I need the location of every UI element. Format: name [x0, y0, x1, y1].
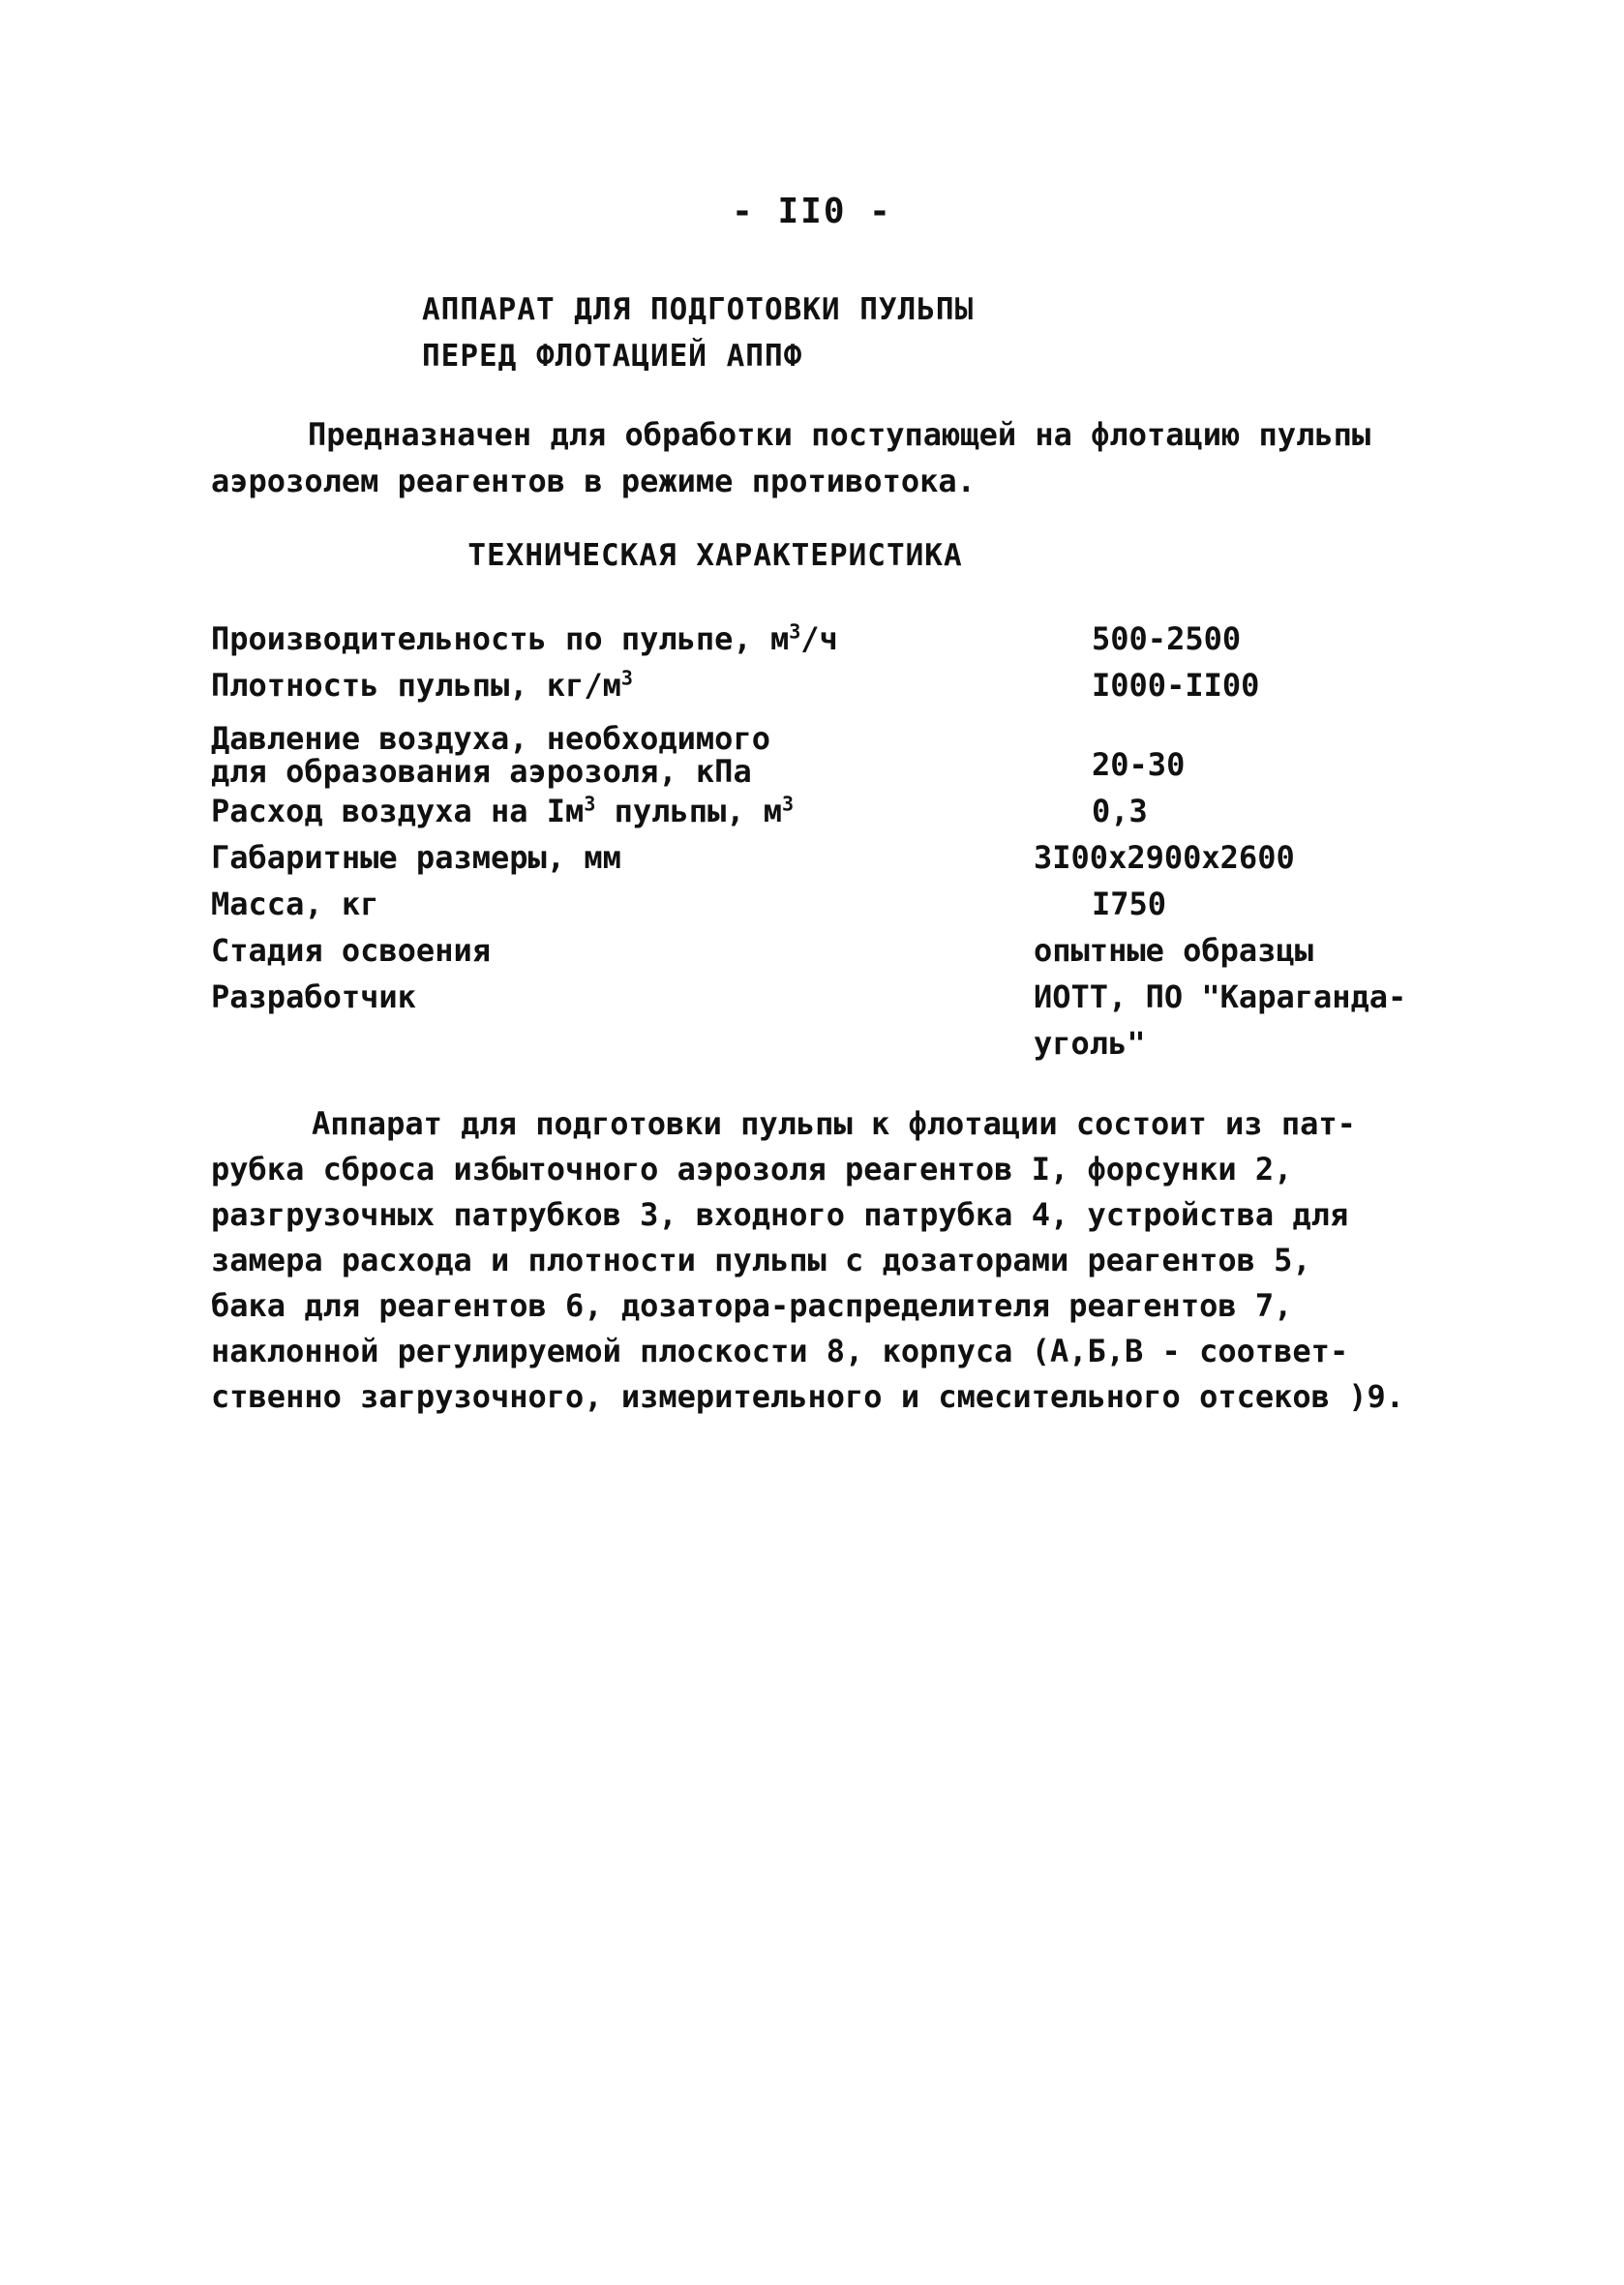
- description-line-7: ственно загрузочного, измерительного и смесительного отсеков )9.: [211, 1378, 1404, 1415]
- spec-label-density: Плотность пульпы, $кг/м^3$: [211, 666, 633, 704]
- spec-value-air-pressure: 20-30: [1092, 746, 1186, 783]
- spec-row-density: [211, 662, 1469, 708]
- intro-line-2: аэрозолем реагентов в режиме противотока.: [211, 463, 976, 499]
- spec-table: [211, 616, 1469, 1067]
- spec-label-mass: Масса, кг: [211, 886, 379, 922]
- spec-label-stage: Стадия освоения: [211, 932, 491, 969]
- page-number: - II0 -: [732, 192, 892, 231]
- spec-value-dimensions: 3I00x2900x2600: [1034, 839, 1295, 876]
- spec-row-air-flow: [211, 788, 1469, 834]
- spec-value-stage: опытные образцы: [1034, 932, 1313, 969]
- spec-value-density: I000-II00: [1092, 667, 1260, 704]
- description-line-3: разгрузочных патрубков 3, входного патрубка 4, устройства для: [211, 1196, 1349, 1233]
- spec-value-developer: ИОТТ, ПО "Караганда- уголь": [1034, 978, 1407, 1062]
- description-line-5: бака для реагентов 6, дозатора-распределителя реагентов 7,: [211, 1287, 1293, 1324]
- spec-row-capacity: [211, 616, 1469, 662]
- spec-row-air-pressure: [211, 708, 1469, 788]
- spec-row-developer: [211, 974, 1469, 1067]
- spec-value-mass: I750: [1092, 886, 1167, 922]
- title-line-1: АППАРАТ ДЛЯ ПОДГОТОВКИ ПУЛЬПЫ: [422, 292, 975, 327]
- spec-label-air-pressure: Давление воздуха, необходимого для образования аэрозоля, кПа: [211, 720, 770, 790]
- spec-heading: ТЕХНИЧЕСКАЯ ХАРАКТЕРИСТИКА: [467, 538, 963, 573]
- spec-row-dimensions: [211, 834, 1469, 881]
- spec-value-capacity: 500-2500: [1092, 620, 1242, 657]
- description-line-6: наклонной регулируемой плоскости 8, корпуса (А,Б,В - соответ-: [211, 1333, 1349, 1369]
- description-line-1: Аппарат для подготовки пульпы к флотации состоит из пат-: [312, 1105, 1356, 1142]
- spec-label-capacity: Производительность по пульпе, $м^3/ч$: [211, 619, 838, 657]
- spec-label-developer: Разработчик: [211, 978, 416, 1015]
- intro-line-1: Предназначен для обработки поступающей на флотацию пульпы: [308, 416, 1371, 453]
- intro-paragraph: [211, 411, 1430, 504]
- document-title: [422, 286, 974, 379]
- title-line-2: ПЕРЕД ФЛОТАЦИЕЙ АППФ: [422, 339, 803, 374]
- spec-value-air-flow: 0,3: [1092, 793, 1148, 829]
- description-line-4: замера расхода и плотности пульпы с дозаторами реагентов 5,: [211, 1242, 1311, 1278]
- spec-label-air-flow: Расход воздуха на $Iм^3$ пульпы, $м^3$: [211, 792, 795, 829]
- spec-row-stage: [211, 927, 1469, 974]
- description-line-2: рубка сброса избыточного аэрозоля реагентов I, форсунки 2,: [211, 1151, 1293, 1188]
- spec-row-mass: [211, 881, 1469, 927]
- description-paragraph: [211, 1101, 1469, 1420]
- spec-label-dimensions: Габаритные размеры, мм: [211, 839, 621, 876]
